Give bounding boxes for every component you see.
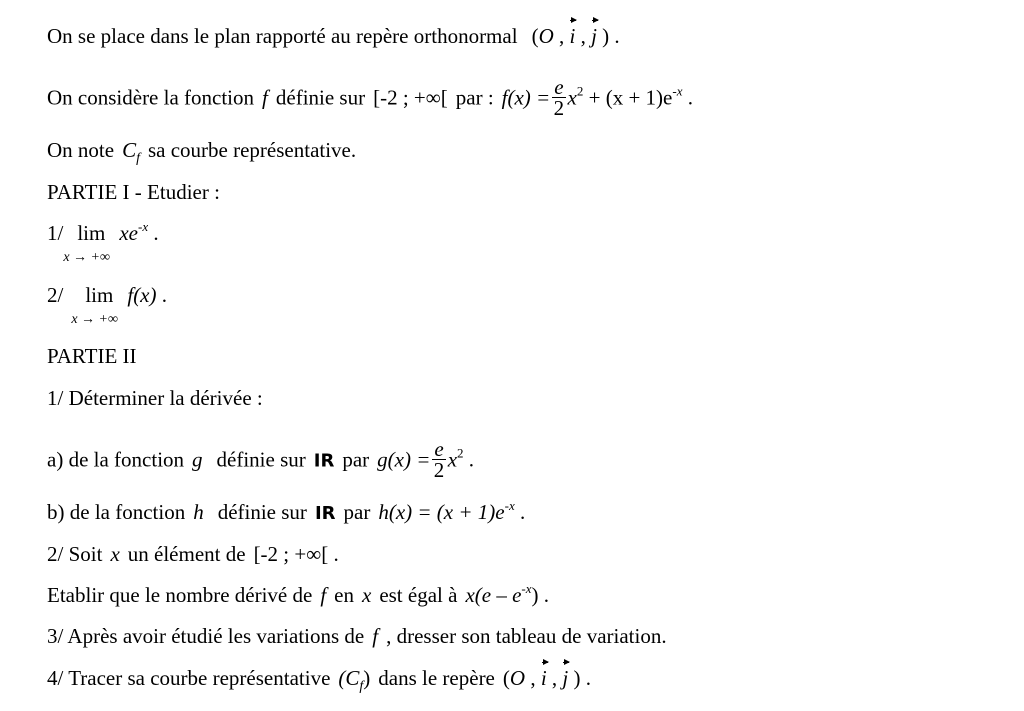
equal-to-text: est égal à: [379, 583, 458, 607]
fraction-numerator: e: [554, 75, 564, 99]
origin-o: O: [538, 24, 554, 48]
exponent-minus-x: -x: [521, 581, 532, 596]
par-text: par: [343, 500, 371, 524]
curve-cf: (C: [338, 666, 360, 690]
vector-j: [562, 666, 568, 690]
curve-c: C: [122, 138, 137, 162]
item-b-text: b) de la fonction: [47, 500, 186, 524]
question-1-limit: [47, 219, 159, 265]
element-of-text: un élément de: [127, 542, 246, 566]
closing-paren: ): [363, 666, 371, 690]
limit-expression: f(x): [127, 283, 157, 307]
variable-x: x: [361, 583, 372, 607]
function-name-f: f: [372, 624, 379, 648]
formula-rest: + (x + 1)e: [588, 85, 673, 110]
part2-item-b: [47, 500, 525, 526]
defined-on-text: définie sur: [275, 85, 366, 110]
domain-interval: [-2 ; +∞[: [373, 85, 448, 110]
domain-interval: [-2 ; +∞[: [253, 542, 329, 566]
fraction-e-over-2: [552, 77, 565, 118]
intro-text: On se place dans le plan rapporté au repère orthonormal: [47, 24, 518, 48]
lim-label: lim: [85, 283, 114, 307]
part2-question-3: [47, 624, 667, 648]
intro-line-plane: On se place dans le plan rapporté au repère orthonormal (O , i , j ) .: [47, 24, 620, 48]
closing-paren: ): [531, 583, 539, 607]
fraction-denominator: 2: [433, 458, 445, 482]
period: .: [468, 447, 475, 472]
lim-label: lim: [77, 221, 106, 245]
limit-expression: xe: [119, 221, 139, 245]
item-a-text: a) de la fonction: [47, 447, 185, 472]
part2-title-text: PARTIE II: [47, 344, 137, 368]
part2-question-4: 4/ Tracer sa courbe représentative $(C_f)$ dans le repère (O , i , j ) .: [47, 666, 591, 694]
table-text: , dresser son tableau de variation.: [386, 624, 667, 648]
exponent-2: 2: [576, 83, 584, 99]
curve-note-line: [47, 138, 357, 166]
vector-i-letter: i: [569, 24, 576, 48]
fraction-denominator: 2: [553, 96, 565, 120]
part1-title: [47, 180, 220, 204]
period: .: [543, 583, 550, 607]
par-text: par :: [455, 85, 494, 110]
limit-subscript: x → +∞: [71, 312, 118, 327]
curve-description: sa courbe représentative.: [147, 138, 357, 162]
exponent-minus-x: -x: [672, 83, 683, 99]
en-text: en: [334, 583, 354, 607]
derivative-expression: x(e – e: [465, 583, 522, 607]
derivative-instruction: 1/ Déterminer la dérivée :: [47, 386, 263, 410]
vector-j: [591, 24, 597, 48]
period: .: [687, 85, 693, 110]
function-name-f: f: [262, 85, 268, 110]
period: .: [333, 542, 339, 566]
f-of-x: f(x) =: [501, 85, 551, 110]
period: .: [153, 221, 159, 245]
vector-j-letter: j: [562, 666, 569, 690]
question-number: 2/: [47, 283, 64, 307]
period: .: [585, 666, 591, 690]
x-squared-base: x: [567, 85, 577, 110]
vector-i: [569, 24, 575, 48]
part2-item-a: [47, 437, 475, 482]
period: .: [161, 283, 168, 307]
question-number: 1/: [47, 221, 64, 245]
curve-subscript: f: [359, 679, 364, 694]
part2-question-1: [47, 386, 263, 410]
vector-j-letter: j: [591, 24, 597, 48]
exponent-minus-x: -x: [138, 219, 149, 234]
real-numbers-set: IR: [314, 503, 336, 524]
curve-subscript: f: [136, 151, 140, 166]
fraction-numerator: e: [434, 437, 444, 461]
variations-text: 3/ Après avoir étudié les variations de: [47, 624, 365, 648]
fraction-e-over-2: [432, 439, 445, 480]
h-formula: h(x) = (x + 1)e: [378, 500, 505, 524]
limit-subscript: x → +∞: [63, 250, 110, 265]
function-name-f: f: [320, 583, 327, 607]
draw-curve-text: 4/ Tracer sa courbe représentative: [47, 666, 331, 690]
vector-i: [541, 666, 547, 690]
origin-o: O: [509, 666, 526, 690]
exponent-minus-x: -x: [504, 498, 515, 513]
part2-question-2: [47, 542, 339, 566]
function-definition-line: [47, 75, 693, 120]
exponent-2: 2: [457, 445, 464, 461]
function-name-h: h: [193, 500, 204, 524]
limit-block: [63, 221, 110, 265]
x-squared-base: x: [447, 447, 458, 472]
question-2-limit: [47, 283, 168, 327]
defined-on-text: définie sur: [216, 447, 306, 472]
g-of-x: g(x) =: [377, 447, 431, 472]
part2-title: [47, 344, 137, 368]
function-name-g: g: [192, 447, 203, 472]
part2-establish-line: [47, 583, 549, 607]
in-frame-text: dans le repère: [378, 666, 495, 690]
par-text: par: [342, 447, 370, 472]
part1-title-text: PARTIE I - Etudier :: [47, 180, 220, 204]
function-intro-text: On considère la fonction: [47, 85, 255, 110]
variable-x: x: [110, 542, 120, 566]
real-numbers-set: IR: [313, 450, 335, 472]
period: .: [519, 500, 526, 524]
soit-text: 2/ Soit: [47, 542, 103, 566]
defined-on-text: définie sur: [217, 500, 307, 524]
vector-i-letter: i: [540, 666, 547, 690]
establish-text: Etablir que le nombre dérivé de: [47, 583, 313, 607]
limit-block: [71, 283, 118, 327]
note-text: On note: [47, 138, 115, 162]
